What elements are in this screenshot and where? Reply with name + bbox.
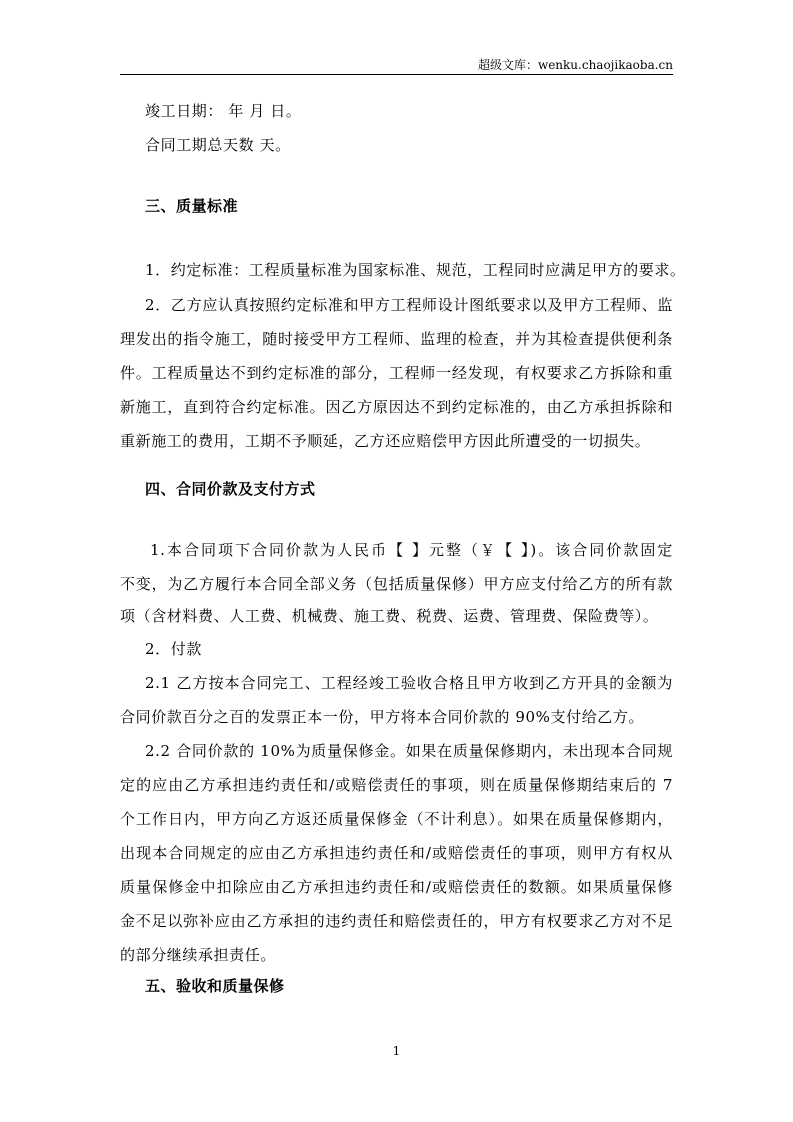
total-days: 合同工期总天数 天。 bbox=[145, 136, 291, 154]
section-4-title: 四、合同价款及支付方式 bbox=[145, 480, 316, 498]
section-5-title: 五、验收和质量保修 bbox=[145, 977, 285, 995]
section-4-item-2-1-line: 合同价款百分之百的发票正本一份，甲方将本合同价款的 90%支付给乙方。 bbox=[120, 708, 645, 726]
section-3-item-2-line: 重新施工的费用，工期不予顺延，乙方还应赔偿甲方因此所遭受的一切损失。 bbox=[120, 432, 651, 450]
page-number: 1 bbox=[392, 1044, 401, 1058]
section-4-item-2-1-line: 2.1 乙方按本合同完工、工程经竣工验收合格且甲方收到乙方开具的金额为 bbox=[145, 674, 673, 692]
section-3-title: 三、质量标准 bbox=[145, 197, 239, 215]
section-4-item-1-line: 1.本合同项下合同价款为人民币【 】元整（￥【 】)。该合同价款固定 bbox=[150, 541, 673, 559]
completion-date: 竣工日期： 年 月 日。 bbox=[145, 102, 302, 120]
section-4-item-1-line: 不变，为乙方履行本合同全部义务（包括质量保修）甲方应支付给乙方的所有款 bbox=[120, 575, 673, 593]
section-4-item-2-2-line: 个工作日内，甲方向乙方返还质量保修金（不计利息）。如果在质量保修期内， bbox=[120, 810, 673, 828]
section-3-item-2-line: 2．乙方应认真按照约定标准和甲方工程师设计图纸要求以及甲方工程师、监 bbox=[145, 296, 673, 314]
section-4-item-2-title: 2．付款 bbox=[145, 640, 202, 658]
section-3-item-2-line: 新施工，直到符合约定标准。因乙方原因达不到约定标准的，由乙方承担拆除和 bbox=[120, 398, 673, 416]
section-3-item-2-line: 理发出的指令施工，随时接受甲方工程师、监理的检查，并为其检查提供便利条 bbox=[120, 330, 673, 348]
section-4-item-2-2-line: 质量保修金中扣除应由乙方承担违约责任和/或赔偿责任的数额。如果质量保修 bbox=[120, 878, 673, 896]
section-4-item-2-2-line: 2.2 合同价款的 10%为质量保修金。如果在质量保修期内，未出现本合同规 bbox=[145, 742, 673, 760]
header-source-text: 超级文库：wenku.chaojikaoba.cn bbox=[477, 58, 673, 72]
section-4-item-2-2-line: 定的应由乙方承担违约责任和/或赔偿责任的事项，则在质量保修期结束后的 7 bbox=[120, 776, 673, 794]
section-4-item-2-2-line: 金不足以弥补应由乙方承担的违约责任和赔偿责任的，甲方有权要求乙方对不足 bbox=[120, 912, 673, 930]
section-4-item-2-2-line: 出现本合同规定的应由乙方承担违约责任和/或赔偿责任的事项，则甲方有权从 bbox=[120, 844, 673, 862]
section-4-item-1-line: 项（含材料费、人工费、机械费、施工费、税费、运费、管理费、保险费等）。 bbox=[120, 607, 659, 625]
section-4-item-2-2-line: 的部分继续承担责任。 bbox=[120, 946, 277, 964]
section-3-item-2-line: 件。工程质量达不到约定标准的部分，工程师一经发现，有权要求乙方拆除和重 bbox=[120, 364, 673, 382]
section-3-item-1: 1．约定标准：工程质量标准为国家标准、规范，工程同时应满足甲方的要求。 bbox=[145, 261, 686, 279]
page-header bbox=[120, 52, 673, 75]
